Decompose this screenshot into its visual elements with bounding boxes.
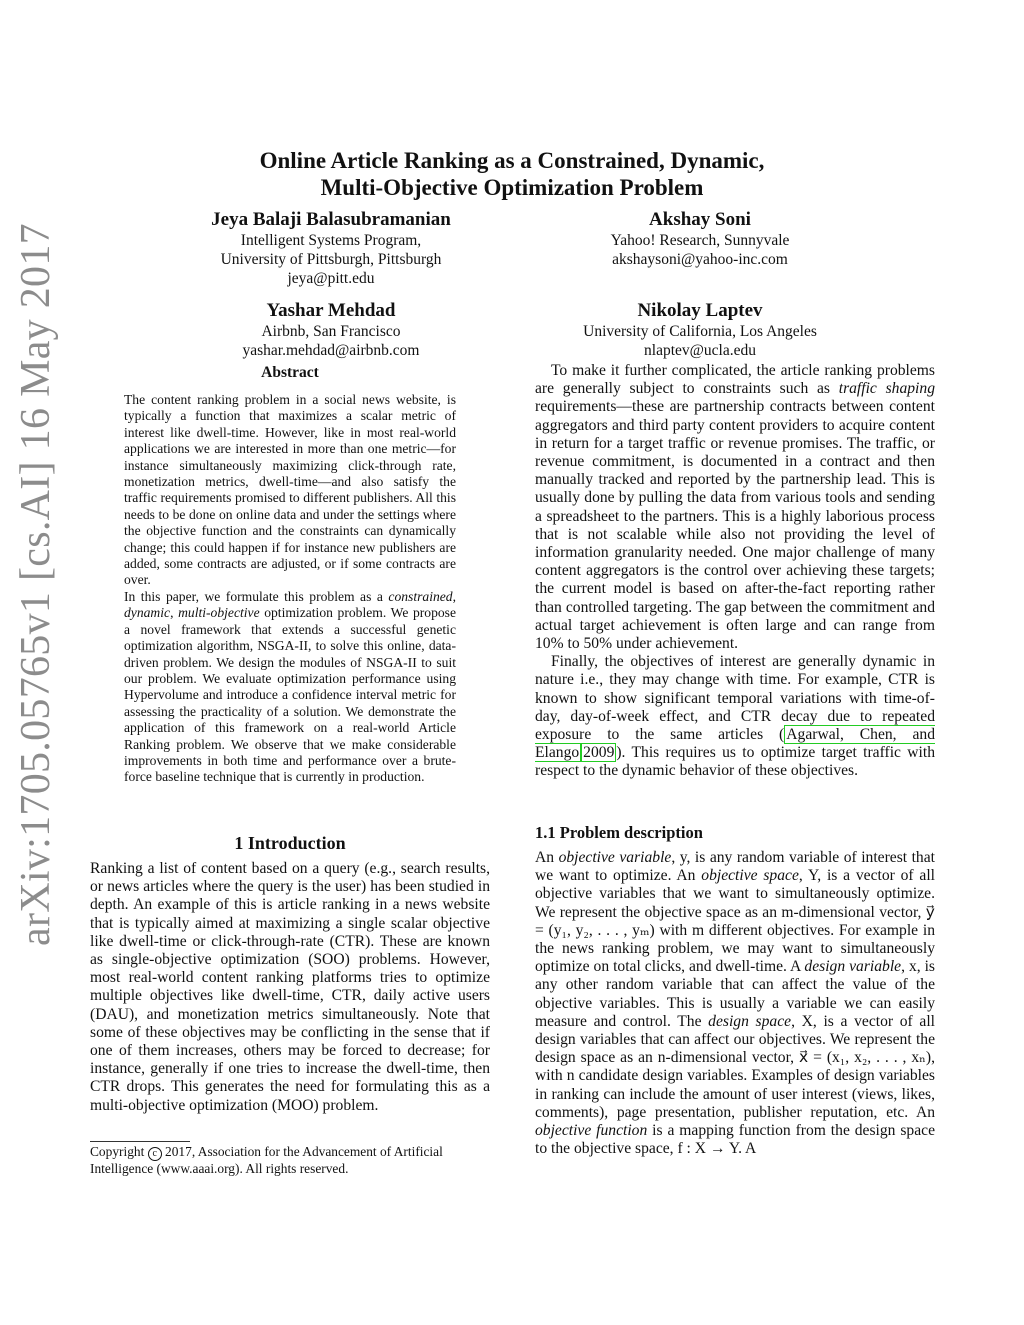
author-affiliation: University of Pittsburgh, Pittsburgh (220, 251, 442, 268)
author-affiliation: Airbnb, San Francisco (261, 323, 401, 340)
author-block-2 (560, 209, 840, 269)
abstract-paragraph: The content ranking problem in a social news website, is typically a function that maximizes a scalar metric of interest like dwell-time. However, like in most real-world applications we are interested in more than one metric—for instance simultaneously maximizing click-through rate, monetization metrics, dwell-time—and also satisfy the traffic requirements promised to different publishers. All this needs to be done on online data and under the settings where the objective function and the constraints can dynamically change; this could happen if for instance new publishers are added, some contracts are adjusted, or if some contracts are over. (124, 392, 456, 588)
right-column-body (535, 362, 935, 781)
introduction-body (90, 860, 490, 1115)
abstract-heading: Abstract (261, 364, 319, 381)
citation-link[interactable]: Agarwal, Chen, and Elango (535, 726, 935, 762)
author-block-3 (190, 300, 472, 360)
author-name: Yashar Mehdad (266, 300, 396, 321)
paragraph-problem-description: An objective variable, y, is any random variable of interest that we want to optimize. An objective space, Y, is a vector of all objective variables that we want to simultaneously optimize. We represent the objective space as an m-dimensional vector, y⃗ = (y₁, y₂, . . . , yₘ) with m different objectives. For example in the news ranking problem, we may want to simultaneously optimize on total clicks, and dwell-time. A design variable, x, is any other random variable that can affect the value of the objective variables. This is usually a variable we can easily measure and control. The design space, X, is a vector of all design variables that can affect our objectives. We represent the design space as an n-dimensional vector, x⃗ = (x₁, x₂, . . . , xₙ), with n candidate design variables. Examples of design variables in ranking can include the amount of user interest (views, likes, comments), page presentation, publisher reputation, etc. An objective function is a mapping function from the design space to the objective space, f : X → Y. A (535, 849, 936, 1158)
subsection-heading-problem-description: 1.1 Problem description (535, 823, 703, 842)
intro-paragraph: Ranking a list of content based on a query (e.g., search results, or news articles where the query is the user) has been studied in depth. An example of this is article ranking in a news website that is typically aimed at maximizing a single scalar objective like dwell-time or click-through-rate (CTR). These are known as single-objective optimization (SOO) problems. However, most real-world content ranking platforms tries to optimize multiple objectives like dwell-time, CTR, daily active users (DAU), and monetization metrics simultaneously. Note that some of these objectives may be conflicting in the sense that if one of them increases, others may be forced to decrease; for instance, generally if one tries to increase the dwell-time, then CTR drops. This generates the need for formulating this as a multi-objective optimization (MOO) problem. (90, 860, 490, 1114)
paragraph-dynamic: Finally, the objectives of interest are generally dynamic in nature i.e., they may change with time. For example, CTR is known to show significant temporal variations with time-of-day, day-of-week effect, and CTR decay due to repeated exposure to the same articles ( Agarwal, Chen, and Elango 2009 ). This requires us to optimize target traffic with respect to the dynamic behavior of these objectives. (535, 653, 935, 780)
paragraph-constraints: To make it further complicated, the article ranking problems are generally subject to constraints such as traffic shaping requirements—these are partnership contracts between content aggregators and third party content providers to acquire content in return for a target traffic or revenue promises. The traffic, or revenue commitment, is documented in a contract and then manually tracked and reported by the partnership lead. This is usually done by pulling the data from various tools and sending a spreadsheet to the partners. This is a highly laborious process that is not scalable while also not providing the level of information granularity needed. One major challenge of many content aggregators is the control over achieving these targets; the current model is based on after-the-fact reporting rather than controlled targeting. The gap between the commitment and actual target achievement is often large and can range from 10% to 50% under achievement. (535, 362, 935, 653)
author-affiliation: Intelligent Systems Program, (240, 232, 422, 249)
author-name: Nikolay Laptev (637, 300, 763, 321)
author-name: Jeya Balaji Balasubramanian (211, 209, 451, 230)
abstract-paragraph: In this paper, we formulate this problem as a constrained, dynamic, multi-objective optimization problem. We propose a novel framework that extends a successful genetic optimization algorithm, NSGA-II, to solve this online, data-driven problem. We design the modules of NSGA-II to suit our problem. We evaluate optimization performance using Hypervolume and introduce a confidence interval metric for assessing the practicality of a solution. We demonstrate the application of this framework on a real-world Article Ranking problem. We observe that we make considerable improvements in both time and performance over a brute-force baseline technique that is currently in production. (124, 588, 457, 785)
paper-title (150, 147, 874, 201)
author-affiliation: University of California, Los Angeles (583, 323, 817, 340)
title-line-1: Online Article Ranking as a Constrained, Dynamic, (259, 148, 765, 173)
author-email: akshaysoni@yahoo-inc.com (612, 251, 788, 268)
author-block-1 (190, 209, 472, 288)
author-block-4 (540, 300, 860, 360)
footnote-divider (90, 1141, 190, 1142)
author-email: yashar.mehdad@airbnb.com (242, 342, 420, 359)
section-heading-introduction: 1 Introduction (234, 833, 346, 853)
copyright-symbol-icon: c (148, 1147, 162, 1161)
author-email: nlaptev@ucla.edu (644, 342, 756, 359)
abstract-body (124, 392, 456, 786)
author-email: jeya@pitt.edu (287, 270, 375, 287)
title-line-2: Multi-Objective Optimization Problem (320, 175, 704, 200)
copyright-footnote: Copyright c 2017, Association for the Advancement of Artificial Intelligence (www.aaai.org). All rights reserved. (90, 1144, 443, 1176)
author-name: Akshay Soni (649, 209, 751, 230)
problem-description-body (535, 849, 935, 1158)
arxiv-identifier: arXiv:1705.05765v1 [cs.AI] 16 May 2017 (13, 223, 59, 946)
author-affiliation: Yahoo! Research, Sunnyvale (610, 232, 790, 249)
citation-year-link[interactable]: 2009 (583, 744, 615, 762)
